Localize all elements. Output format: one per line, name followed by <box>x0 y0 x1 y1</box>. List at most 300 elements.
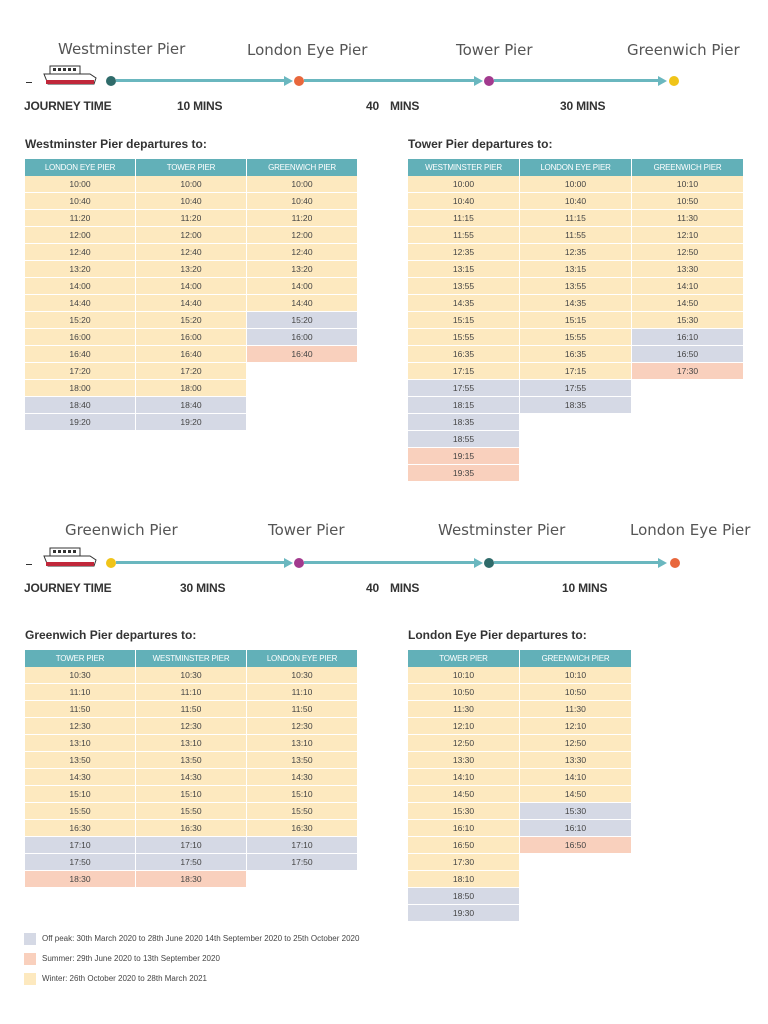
column-header: GREENWICH PIER <box>247 159 358 176</box>
column-header: TOWER PIER <box>25 650 136 667</box>
column-header: LONDON EYE PIER <box>520 159 632 176</box>
departure-time: 10:00 <box>408 176 520 193</box>
departure-time: 10:30 <box>25 667 136 684</box>
table-row <box>25 786 358 803</box>
departure-time: 19:15 <box>408 448 520 465</box>
arrow-icon <box>658 558 667 568</box>
dot-london-eye <box>294 76 304 86</box>
departure-time: 17:55 <box>520 380 632 397</box>
dot-greenwich <box>669 76 679 86</box>
dot-greenwich <box>106 558 116 568</box>
departure-time: 16:35 <box>520 346 632 363</box>
departure-time: 13:15 <box>520 261 632 278</box>
departure-time: 12:00 <box>136 227 247 244</box>
departure-time: 11:10 <box>247 684 358 701</box>
dot-westminster <box>484 558 494 568</box>
departure-time: 13:50 <box>136 752 247 769</box>
departure-time: 18:00 <box>136 380 247 397</box>
departure-time: 15:30 <box>632 312 744 329</box>
departure-time: 10:00 <box>247 176 358 193</box>
departure-time: 12:30 <box>247 718 358 735</box>
departure-time: 13:20 <box>247 261 358 278</box>
legend-swatch <box>24 973 36 985</box>
table-row <box>25 667 358 684</box>
legend-summer <box>24 949 359 969</box>
table-row <box>25 210 358 227</box>
departure-time: 16:00 <box>247 329 358 346</box>
departure-time: 11:30 <box>408 701 520 718</box>
departure-time: 10:10 <box>520 667 632 684</box>
table-row <box>25 854 358 871</box>
table-row <box>408 854 632 871</box>
departure-time: 18:35 <box>408 414 520 431</box>
legend-winter <box>24 969 359 989</box>
column-header: LONDON EYE PIER <box>25 159 136 176</box>
boat-icon <box>42 546 98 568</box>
legend-text: Off peak: 30th March 2020 to 28th June 2020 14th September 2020 to 25th October 2020 <box>42 934 360 943</box>
table-title-greenwich: Greenwich Pier departures to: <box>25 628 197 642</box>
departure-time: 14:00 <box>25 278 136 295</box>
table-row <box>408 905 632 922</box>
table-row <box>408 752 632 769</box>
departure-time: 12:30 <box>136 718 247 735</box>
stop-tower-pier: Tower Pier <box>268 521 345 539</box>
departure-time: 16:30 <box>247 820 358 837</box>
departure-time: 12:35 <box>520 244 632 261</box>
departure-time: 16:10 <box>408 820 520 837</box>
departure-time: 12:50 <box>632 244 744 261</box>
departure-time <box>520 448 632 465</box>
departure-time: 18:55 <box>408 431 520 448</box>
departure-time: 16:40 <box>247 346 358 363</box>
departure-time: 11:20 <box>247 210 358 227</box>
departure-time: 15:50 <box>247 803 358 820</box>
departure-time: 17:50 <box>25 854 136 871</box>
table-row <box>25 312 358 329</box>
arrow-icon <box>658 76 667 86</box>
route-line <box>116 79 286 82</box>
journey-time-3: 10 MINS <box>562 581 608 595</box>
column-header: TOWER PIER <box>408 650 520 667</box>
route-line <box>304 561 476 564</box>
dot-tower <box>294 558 304 568</box>
table-row <box>408 227 744 244</box>
departure-time: 12:30 <box>25 718 136 735</box>
departure-time: 18:50 <box>408 888 520 905</box>
departure-time: 16:40 <box>25 346 136 363</box>
table-row <box>25 227 358 244</box>
journey-time-label: JOURNEY TIME <box>24 581 112 595</box>
legend-text: Winter: 26th October 2020 to 28th March 2021 <box>42 974 207 983</box>
legend-swatch <box>24 953 36 965</box>
route-line <box>304 79 476 82</box>
table-row <box>408 667 632 684</box>
departure-time: 19:35 <box>408 465 520 482</box>
table-row <box>408 769 632 786</box>
departure-time: 14:35 <box>520 295 632 312</box>
arrow-icon <box>474 558 483 568</box>
departure-time: 16:30 <box>25 820 136 837</box>
table-row <box>25 803 358 820</box>
departure-time: 15:30 <box>520 803 632 820</box>
departure-time: 13:30 <box>520 752 632 769</box>
departure-time: 15:10 <box>247 786 358 803</box>
departure-time: 10:30 <box>247 667 358 684</box>
departure-time: 12:10 <box>520 718 632 735</box>
departure-time: 10:10 <box>632 176 744 193</box>
departure-time: 10:40 <box>136 193 247 210</box>
departure-time: 15:10 <box>136 786 247 803</box>
table-row <box>25 278 358 295</box>
departure-time: 14:10 <box>408 769 520 786</box>
column-header: WESTMINSTER PIER <box>136 650 247 667</box>
journey-time-label: JOURNEY TIME <box>24 99 112 113</box>
table-row <box>408 295 744 312</box>
table-row <box>25 837 358 854</box>
legend-offpeak <box>24 929 359 949</box>
table-row <box>408 397 744 414</box>
departure-time: 16:35 <box>408 346 520 363</box>
table-row <box>25 397 358 414</box>
table-row <box>25 820 358 837</box>
departure-time: 11:50 <box>25 701 136 718</box>
departure-time: 19:20 <box>136 414 247 431</box>
table-row <box>25 735 358 752</box>
table-row <box>408 261 744 278</box>
departure-time <box>520 414 632 431</box>
arrow-icon <box>474 76 483 86</box>
departure-time: 10:40 <box>520 193 632 210</box>
stop-tower-pier: Tower Pier <box>456 41 533 59</box>
route-greenwich-to-london-eye <box>0 512 768 602</box>
departure-time: 16:50 <box>632 346 744 363</box>
table-row <box>25 871 358 888</box>
departure-time: 13:55 <box>520 278 632 295</box>
departure-time <box>632 431 744 448</box>
departure-time: 16:10 <box>520 820 632 837</box>
departure-time <box>520 431 632 448</box>
route-westminster-to-greenwich <box>0 30 768 120</box>
departure-time: 10:10 <box>408 667 520 684</box>
table-row <box>408 244 744 261</box>
table-row <box>25 769 358 786</box>
departure-time: 10:00 <box>136 176 247 193</box>
table-row <box>408 380 744 397</box>
departure-time: 13:20 <box>136 261 247 278</box>
departure-time: 15:15 <box>520 312 632 329</box>
departure-time: 12:00 <box>25 227 136 244</box>
departure-time: 14:50 <box>408 786 520 803</box>
departure-time: 11:30 <box>520 701 632 718</box>
table-row <box>408 718 632 735</box>
table-row <box>25 380 358 397</box>
route-line <box>494 79 660 82</box>
departure-time: 19:30 <box>408 905 520 922</box>
table-row <box>408 193 744 210</box>
departure-time: 16:40 <box>136 346 247 363</box>
table-row <box>408 346 744 363</box>
departure-time: 18:00 <box>25 380 136 397</box>
departure-time: 13:10 <box>25 735 136 752</box>
departure-time: 17:55 <box>408 380 520 397</box>
stop-greenwich-pier: Greenwich Pier <box>627 41 740 59</box>
table-row <box>408 431 744 448</box>
dash <box>26 564 32 565</box>
table-row <box>408 176 744 193</box>
departure-time: 11:50 <box>136 701 247 718</box>
departure-time: 13:55 <box>408 278 520 295</box>
departure-time: 17:15 <box>408 363 520 380</box>
table-title-westminster: Westminster Pier departures to: <box>25 137 207 151</box>
departure-time: 13:50 <box>247 752 358 769</box>
departure-time: 15:30 <box>408 803 520 820</box>
departure-time <box>247 414 358 431</box>
departure-time: 13:30 <box>632 261 744 278</box>
departure-time: 11:10 <box>25 684 136 701</box>
departure-time: 16:00 <box>25 329 136 346</box>
table-row <box>25 684 358 701</box>
departure-time: 15:50 <box>136 803 247 820</box>
departure-time: 16:50 <box>408 837 520 854</box>
table-row <box>408 278 744 295</box>
departure-time: 17:10 <box>25 837 136 854</box>
table-row <box>408 363 744 380</box>
table-row <box>408 465 744 482</box>
departure-time <box>632 448 744 465</box>
departure-time: 12:10 <box>408 718 520 735</box>
departure-time: 11:55 <box>520 227 632 244</box>
departure-time: 11:50 <box>247 701 358 718</box>
table-row <box>408 803 632 820</box>
departure-time <box>632 414 744 431</box>
journey-time-2-unit: MINS <box>390 581 420 595</box>
table-row <box>25 718 358 735</box>
departure-time: 15:20 <box>25 312 136 329</box>
table-row <box>25 363 358 380</box>
departure-time: 16:00 <box>136 329 247 346</box>
departure-time: 15:20 <box>136 312 247 329</box>
departure-time <box>520 888 632 905</box>
stop-greenwich-pier: Greenwich Pier <box>65 521 178 539</box>
departure-time: 14:10 <box>632 278 744 295</box>
departure-time: 18:30 <box>25 871 136 888</box>
departure-time: 12:00 <box>247 227 358 244</box>
departure-time: 11:30 <box>632 210 744 227</box>
departure-time: 14:30 <box>136 769 247 786</box>
departure-time: 15:15 <box>408 312 520 329</box>
dot-westminster <box>106 76 116 86</box>
departure-time: 15:10 <box>25 786 136 803</box>
departure-time: 14:40 <box>247 295 358 312</box>
legend <box>24 929 359 989</box>
journey-time-1: 10 MINS <box>177 99 223 113</box>
journey-time-1: 30 MINS <box>180 581 226 595</box>
departure-time: 14:00 <box>136 278 247 295</box>
table-row <box>408 312 744 329</box>
table-row <box>408 888 632 905</box>
departure-time: 13:50 <box>25 752 136 769</box>
departure-time <box>520 905 632 922</box>
departure-time: 15:55 <box>520 329 632 346</box>
departure-time: 11:20 <box>25 210 136 227</box>
column-header: TOWER PIER <box>136 159 247 176</box>
departure-time: 17:10 <box>136 837 247 854</box>
departure-time: 11:15 <box>408 210 520 227</box>
table-row <box>408 414 744 431</box>
departure-time <box>247 397 358 414</box>
legend-text: Summer: 29th June 2020 to 13th September 2020 <box>42 954 220 963</box>
departure-time: 18:30 <box>136 871 247 888</box>
table-row <box>408 837 632 854</box>
departure-time: 10:40 <box>25 193 136 210</box>
departure-time: 18:40 <box>136 397 247 414</box>
boat-icon <box>42 64 98 86</box>
stop-westminster-pier: Westminster Pier <box>58 40 186 58</box>
departure-time: 12:50 <box>520 735 632 752</box>
departure-time: 10:00 <box>520 176 632 193</box>
route-line <box>494 561 660 564</box>
table-row <box>25 414 358 431</box>
departure-time: 10:40 <box>247 193 358 210</box>
departure-time <box>520 871 632 888</box>
departure-time: 14:40 <box>25 295 136 312</box>
stop-westminster-pier: Westminster Pier <box>438 521 566 539</box>
departure-time: 13:10 <box>136 735 247 752</box>
departure-time <box>247 363 358 380</box>
column-header: GREENWICH PIER <box>632 159 744 176</box>
dash <box>26 82 32 83</box>
departure-time: 10:40 <box>408 193 520 210</box>
departure-time: 16:30 <box>136 820 247 837</box>
departure-time: 13:20 <box>25 261 136 278</box>
departure-time: 18:10 <box>408 871 520 888</box>
departure-time: 10:30 <box>136 667 247 684</box>
table-row <box>408 329 744 346</box>
departure-time <box>247 380 358 397</box>
departure-time: 13:30 <box>408 752 520 769</box>
departure-time: 11:20 <box>136 210 247 227</box>
departure-time: 17:15 <box>520 363 632 380</box>
departure-time: 17:20 <box>25 363 136 380</box>
legend-swatch <box>24 933 36 945</box>
departure-time: 14:00 <box>247 278 358 295</box>
departure-time: 12:40 <box>136 244 247 261</box>
departure-time: 17:50 <box>136 854 247 871</box>
table-row <box>408 871 632 888</box>
arrow-icon <box>284 558 293 568</box>
departure-time: 15:50 <box>25 803 136 820</box>
column-header: GREENWICH PIER <box>520 650 632 667</box>
table-row <box>25 329 358 346</box>
departure-time: 10:50 <box>408 684 520 701</box>
departure-time: 14:30 <box>247 769 358 786</box>
departure-time: 12:10 <box>632 227 744 244</box>
departure-time: 17:10 <box>247 837 358 854</box>
stop-london-eye-pier: London Eye Pier <box>630 521 751 539</box>
arrow-icon <box>284 76 293 86</box>
table-row <box>25 261 358 278</box>
departure-time: 19:20 <box>25 414 136 431</box>
departure-time: 12:40 <box>247 244 358 261</box>
departure-time: 17:20 <box>136 363 247 380</box>
departure-time: 18:40 <box>25 397 136 414</box>
departure-time: 14:30 <box>25 769 136 786</box>
departure-time: 16:10 <box>632 329 744 346</box>
departure-time: 17:50 <box>247 854 358 871</box>
departure-time: 17:30 <box>408 854 520 871</box>
dot-london-eye <box>670 558 680 568</box>
table-row <box>408 448 744 465</box>
departure-time: 15:55 <box>408 329 520 346</box>
table-row <box>25 701 358 718</box>
departure-time: 14:10 <box>520 769 632 786</box>
departure-time: 11:15 <box>520 210 632 227</box>
departure-time: 18:35 <box>520 397 632 414</box>
departure-time: 14:40 <box>136 295 247 312</box>
table-row <box>408 701 632 718</box>
table-row <box>25 176 358 193</box>
timetable-londoneye <box>408 650 632 922</box>
table-row <box>25 752 358 769</box>
table-title-londoneye: London Eye Pier departures to: <box>408 628 587 642</box>
timetable-greenwich <box>25 650 358 888</box>
table-row <box>408 735 632 752</box>
departure-time <box>632 380 744 397</box>
departure-time <box>632 465 744 482</box>
departure-time: 10:50 <box>520 684 632 701</box>
departure-time: 16:50 <box>520 837 632 854</box>
departure-time <box>247 871 358 888</box>
table-row <box>408 820 632 837</box>
departure-time: 17:30 <box>632 363 744 380</box>
departure-time: 11:10 <box>136 684 247 701</box>
dot-tower <box>484 76 494 86</box>
departure-time: 11:55 <box>408 227 520 244</box>
departure-time: 10:50 <box>632 193 744 210</box>
departure-time: 10:00 <box>25 176 136 193</box>
timetable-tower <box>408 159 744 482</box>
stop-london-eye-pier: London Eye Pier <box>247 41 368 59</box>
journey-time-2: 40 <box>366 581 379 595</box>
departure-time <box>520 465 632 482</box>
table-row <box>408 684 632 701</box>
departure-time: 14:50 <box>632 295 744 312</box>
departure-time: 12:35 <box>408 244 520 261</box>
column-header: WESTMINSTER PIER <box>408 159 520 176</box>
departure-time: 12:40 <box>25 244 136 261</box>
table-row <box>408 210 744 227</box>
departure-time <box>632 397 744 414</box>
table-row <box>25 295 358 312</box>
departure-time <box>520 854 632 871</box>
table-row <box>25 244 358 261</box>
table-row <box>25 346 358 363</box>
journey-time-2-unit: MINS <box>390 99 420 113</box>
table-title-tower: Tower Pier departures to: <box>408 137 553 151</box>
departure-time: 15:20 <box>247 312 358 329</box>
column-header: LONDON EYE PIER <box>247 650 358 667</box>
timetable-westminster <box>25 159 358 431</box>
departure-time: 14:50 <box>520 786 632 803</box>
journey-time-3: 30 MINS <box>560 99 606 113</box>
departure-time: 13:15 <box>408 261 520 278</box>
departure-time: 18:15 <box>408 397 520 414</box>
journey-time-2: 40 <box>366 99 379 113</box>
table-row <box>408 786 632 803</box>
route-line <box>116 561 286 564</box>
departure-time: 14:35 <box>408 295 520 312</box>
departure-time: 13:10 <box>247 735 358 752</box>
